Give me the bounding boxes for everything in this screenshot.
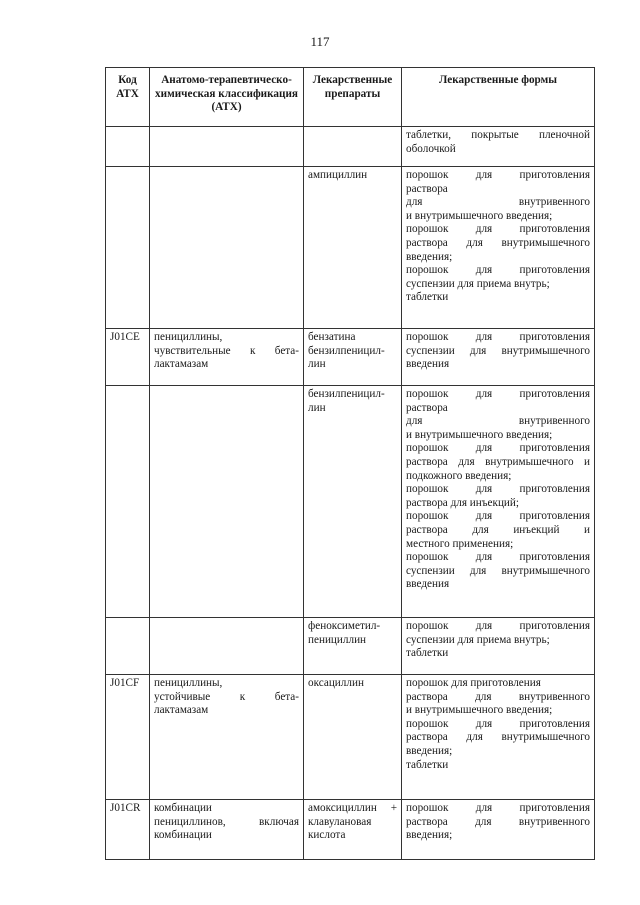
table-row bbox=[106, 800, 595, 860]
cell-line: пенициллин bbox=[308, 633, 367, 646]
cell-line: порошок для приготовления bbox=[406, 442, 590, 455]
cell-drug bbox=[304, 167, 402, 329]
cell-line: бензилпеницил- bbox=[308, 344, 385, 357]
cell-line: бензатина bbox=[308, 331, 356, 343]
cell-line: раствора для внутривенного bbox=[406, 690, 590, 703]
atx-table bbox=[105, 67, 595, 860]
cell-line: амоксициллин + bbox=[308, 802, 397, 814]
cell-line: раствора для внутримышечного bbox=[406, 236, 590, 249]
cell-classification bbox=[150, 167, 304, 329]
cell-forms bbox=[402, 800, 595, 860]
cell-drug bbox=[304, 386, 402, 618]
cell-line: устойчивые к бета- bbox=[154, 690, 299, 703]
cell-line: суспензии для внутримышечного bbox=[406, 344, 590, 357]
cell-line: пенициллины, bbox=[154, 331, 223, 343]
cell-line: для внутривенного bbox=[406, 415, 590, 428]
cell-classification bbox=[150, 675, 304, 800]
cell-line: и внутримышечного введения; bbox=[406, 209, 553, 222]
cell-line: феноксиметил- bbox=[308, 620, 381, 632]
cell-drug bbox=[304, 618, 402, 675]
cell-classification bbox=[150, 800, 304, 860]
cell-line: кислота bbox=[308, 829, 346, 842]
cell-code bbox=[106, 386, 150, 618]
header-forms: Лекарственные формы bbox=[402, 68, 595, 127]
cell-classification bbox=[150, 618, 304, 675]
cell-line: клавулановая bbox=[308, 815, 372, 828]
cell-line: лин bbox=[308, 358, 326, 371]
cell-line: раствора bbox=[406, 182, 448, 195]
cell-classification bbox=[150, 386, 304, 618]
cell-line: подкожного введения; bbox=[406, 469, 512, 482]
cell-line: суспензии для приема внутрь; bbox=[406, 277, 550, 290]
cell-line: введения; bbox=[406, 829, 453, 842]
cell-line: порошок для приготовления bbox=[406, 223, 590, 236]
cell-line: лактамазам bbox=[154, 358, 209, 371]
cell-line: раствора для внутримышечного и bbox=[406, 455, 590, 468]
cell-line: и внутримышечного введения; bbox=[406, 704, 553, 717]
cell-forms bbox=[402, 386, 595, 618]
cell-line: введения; bbox=[406, 250, 453, 263]
cell-line: порошок для приготовления bbox=[406, 551, 590, 564]
cell-line: пенициллины, bbox=[154, 677, 223, 689]
table-row bbox=[106, 386, 595, 618]
cell-drug bbox=[304, 329, 402, 386]
cell-code bbox=[106, 167, 150, 329]
cell-line: оксациллин bbox=[308, 677, 364, 689]
header-classification: Анатомо-терапевтическо-химическая классификация (АТХ) bbox=[150, 68, 304, 127]
header-code: Код АТХ bbox=[106, 68, 150, 127]
cell-line: чувствительные к бета- bbox=[154, 344, 299, 357]
cell-line: комбинации bbox=[154, 802, 212, 814]
cell-code bbox=[106, 618, 150, 675]
cell-line: таблетки, покрытые пленочной bbox=[406, 129, 590, 141]
cell-line: лактамазам bbox=[154, 704, 209, 717]
cell-line: таблетки bbox=[406, 758, 449, 771]
page-number: 117 bbox=[310, 34, 330, 49]
cell-line: для внутривенного bbox=[406, 196, 590, 209]
cell-line: порошок для приготовления bbox=[406, 483, 590, 496]
cell-line: порошок для приготовления bbox=[406, 620, 590, 632]
cell-line: введения bbox=[406, 358, 450, 371]
table-row bbox=[106, 329, 595, 386]
cell-line: ампициллин bbox=[308, 169, 368, 181]
cell-line: и внутримышечного введения; bbox=[406, 428, 553, 441]
cell-drug bbox=[304, 800, 402, 860]
cell-forms bbox=[402, 675, 595, 800]
cell-line: местного применения; bbox=[406, 537, 514, 550]
cell-line: раствора для внутривенного bbox=[406, 815, 590, 828]
cell-line: раствора для инъекций и bbox=[406, 523, 590, 536]
cell-line: порошок для приготовления bbox=[406, 264, 590, 277]
cell-line: порошок для приготовления bbox=[406, 677, 541, 689]
cell-line: раствора для инъекций; bbox=[406, 496, 520, 509]
cell-line: пенициллинов, включая bbox=[154, 815, 299, 828]
cell-line: введения; bbox=[406, 744, 453, 757]
cell-drug bbox=[304, 675, 402, 800]
cell-forms bbox=[402, 127, 595, 167]
cell-line: лин bbox=[308, 401, 326, 414]
cell-code bbox=[106, 127, 150, 167]
cell-line: раствора для внутримышечного bbox=[406, 731, 590, 744]
table-header-row bbox=[106, 68, 595, 127]
cell-line: введения bbox=[406, 578, 450, 591]
cell-line: порошок для приготовления bbox=[406, 169, 590, 181]
cell-classification bbox=[150, 329, 304, 386]
cell-line: суспензии для приема внутрь; bbox=[406, 633, 550, 646]
cell-line: суспензии для внутримышечного bbox=[406, 564, 590, 577]
cell-classification bbox=[150, 127, 304, 167]
cell-line: порошок для приготовления bbox=[406, 510, 590, 523]
cell-line: таблетки bbox=[406, 647, 449, 660]
table-row bbox=[106, 675, 595, 800]
cell-code: J01CF bbox=[106, 675, 150, 800]
cell-line: оболочкой bbox=[406, 142, 456, 155]
cell-line: порошок для приготовления bbox=[406, 331, 590, 343]
header-drugs: Лекарственные препараты bbox=[304, 68, 402, 127]
cell-forms bbox=[402, 329, 595, 386]
cell-line: порошок для приготовления bbox=[406, 802, 590, 814]
table-row bbox=[106, 167, 595, 329]
cell-code: J01CR bbox=[106, 800, 150, 860]
cell-line: таблетки bbox=[406, 291, 449, 304]
table-row bbox=[106, 618, 595, 675]
cell-line: раствора bbox=[406, 401, 448, 414]
cell-line: порошок для приготовления bbox=[406, 388, 590, 400]
cell-forms bbox=[402, 618, 595, 675]
table-row bbox=[106, 127, 595, 167]
cell-line: бензилпеницил- bbox=[308, 388, 385, 400]
cell-forms bbox=[402, 167, 595, 329]
cell-line: комбинации bbox=[154, 829, 212, 842]
cell-line: порошок для приготовления bbox=[406, 717, 590, 730]
cell-code: J01CE bbox=[106, 329, 150, 386]
cell-drug bbox=[304, 127, 402, 167]
